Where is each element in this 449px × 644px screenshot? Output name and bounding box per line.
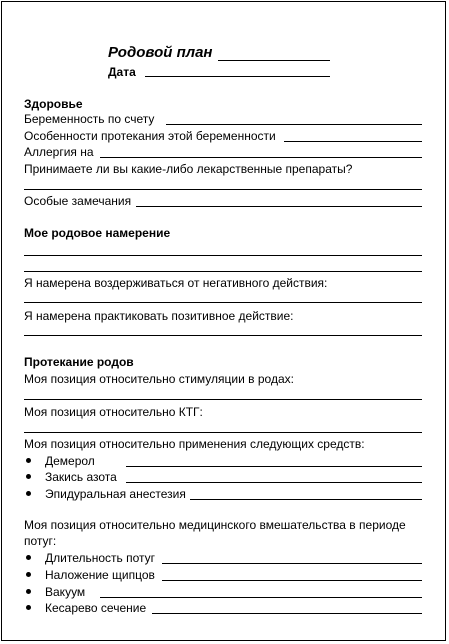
pregnancy-features-line[interactable] bbox=[284, 141, 422, 142]
labor-heading: Протекание родов bbox=[24, 355, 134, 369]
avoid-negative-label: Я намерена воздерживаться от негативного действия: bbox=[24, 276, 328, 290]
means-item-demerol: Демерол bbox=[45, 454, 95, 468]
allergy-line[interactable] bbox=[100, 157, 422, 158]
means-item-nitrous: Закись азота bbox=[45, 470, 117, 484]
intervention-item-cesarean-line[interactable] bbox=[152, 613, 422, 614]
stimulation-label: Моя позиция относительно стимуляции в родах: bbox=[24, 372, 294, 386]
bullet-icon bbox=[26, 572, 31, 577]
means-item-epidural: Эпидуральная анестезия bbox=[45, 487, 186, 501]
intervention-item-vacuum-line[interactable] bbox=[100, 597, 422, 598]
pregnancy-number-line[interactable] bbox=[166, 124, 422, 125]
special-notes-line[interactable] bbox=[136, 206, 422, 207]
ctg-label: Моя позиция относительно КТГ: bbox=[24, 405, 203, 419]
medications-question: Принимаете ли вы какие-либо лекарственные препараты? bbox=[24, 162, 353, 176]
pregnancy-number-label: Беременность по счету bbox=[24, 112, 155, 126]
bullet-icon bbox=[26, 491, 31, 496]
intervention-item-forceps-line[interactable] bbox=[162, 580, 422, 581]
bullet-icon bbox=[26, 555, 31, 560]
bullet-icon bbox=[26, 458, 31, 463]
intervention-item-forceps: Наложение щипцов bbox=[45, 568, 155, 582]
intention-line-1[interactable] bbox=[24, 255, 422, 256]
means-label: Моя позиция относительно применения следующих средств: bbox=[24, 437, 365, 451]
bullet-icon bbox=[26, 589, 31, 594]
date-blank-line[interactable] bbox=[145, 76, 330, 77]
intervention-item-duration-line[interactable] bbox=[162, 563, 422, 564]
ctg-line[interactable] bbox=[24, 432, 422, 433]
means-item-nitrous-line[interactable] bbox=[126, 482, 422, 483]
pregnancy-features-label: Особенности протекания этой беременности bbox=[24, 129, 276, 143]
bullet-icon bbox=[26, 474, 31, 479]
date-label: Дата bbox=[108, 65, 136, 79]
stimulation-line[interactable] bbox=[24, 399, 422, 400]
intervention-item-duration: Длительность потуг bbox=[45, 551, 156, 565]
intervention-item-cesarean: Кесарево сечение bbox=[45, 601, 147, 615]
means-item-demerol-line[interactable] bbox=[126, 466, 422, 467]
intervention-label-line2: потуг: bbox=[24, 534, 57, 548]
bullet-icon bbox=[26, 605, 31, 610]
allergy-label: Аллергия на bbox=[24, 145, 94, 159]
special-notes-label: Особые замечания bbox=[24, 194, 132, 208]
practice-positive-label: Я намерена практиковать позитивное действие: bbox=[24, 309, 294, 323]
medications-line[interactable] bbox=[24, 189, 422, 190]
intention-line-2[interactable] bbox=[24, 271, 422, 272]
page-title: Родовой план bbox=[108, 44, 213, 61]
title-blank-line[interactable] bbox=[218, 60, 330, 61]
health-heading: Здоровье bbox=[24, 97, 83, 111]
intention-heading: Мое родовое намерение bbox=[24, 226, 171, 240]
means-item-epidural-line[interactable] bbox=[190, 499, 422, 500]
intervention-item-vacuum: Вакуум bbox=[45, 585, 86, 599]
practice-positive-line[interactable] bbox=[24, 335, 422, 336]
intervention-label-line1: Моя позиция относительно медицинского вмешательства в периоде bbox=[24, 518, 406, 532]
avoid-negative-line[interactable] bbox=[24, 302, 422, 303]
